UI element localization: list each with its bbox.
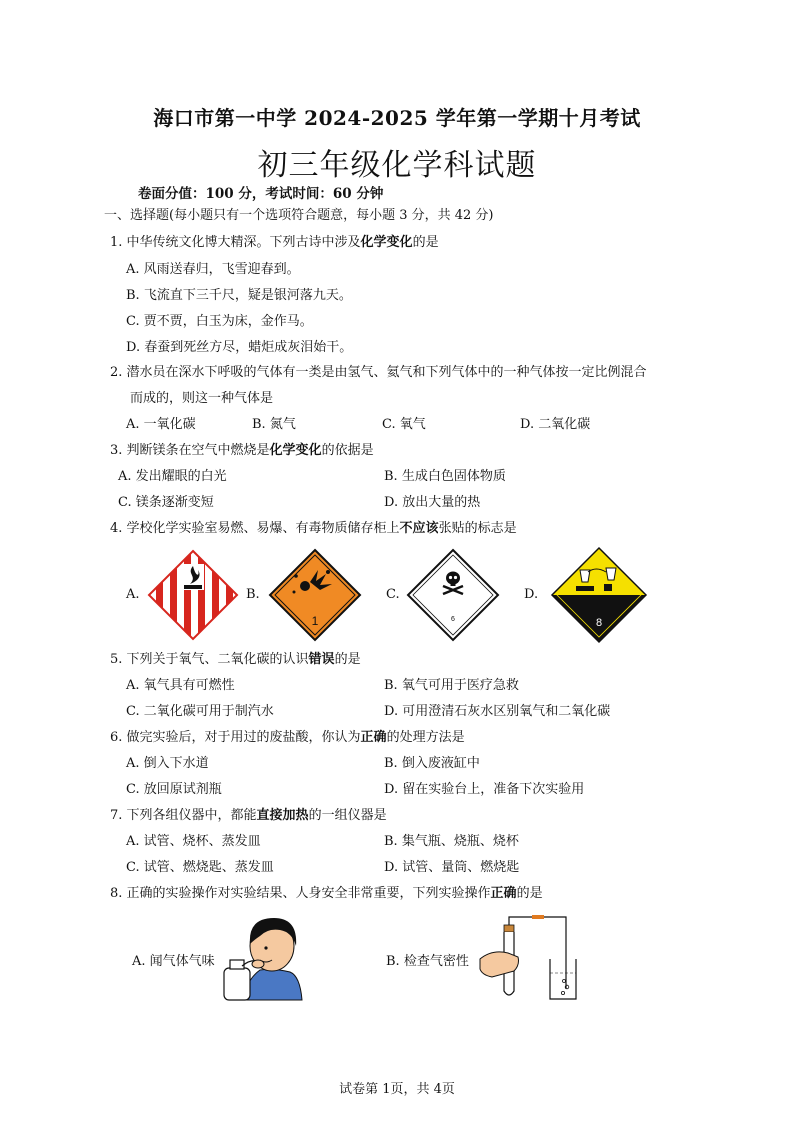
q4-option-a-label[interactable]: A. — [126, 587, 140, 602]
q2-option-a[interactable]: A. 一氧化碳 — [126, 417, 196, 432]
q8-option-a-label[interactable]: A. 闻气体气味 — [132, 954, 215, 969]
q5-option-b[interactable]: B. 氧气可用于医疗急救 — [384, 678, 519, 693]
q5-option-c[interactable]: C. 二氧化碳可用于制汽水 — [126, 704, 274, 719]
q2-option-b[interactable]: B. 氮气 — [252, 417, 296, 432]
q7-option-d[interactable]: D. 试管、量筒、燃烧匙 — [384, 860, 520, 875]
toxic-sign-number: 6 — [451, 616, 455, 623]
q3-option-d[interactable]: D. 放出大量的热 — [384, 495, 481, 510]
corrosive-sign-number: 8 — [595, 617, 603, 629]
question-5-stem: 5. 下列关于氧气、二氧化碳的认识错误的是 — [110, 652, 361, 667]
corrosive-sign — [550, 546, 648, 644]
q6-option-b[interactable]: B. 倒入废液缸中 — [384, 756, 480, 771]
explosive-sign — [268, 548, 362, 642]
page-footer: 试卷第 1页，共 4页 — [339, 1082, 455, 1097]
question-6-stem: 6. 做完实验后，对于用过的废盐酸，你认为正确的处理方法是 — [110, 730, 465, 745]
airtightness-check-illustration — [478, 915, 578, 1005]
toxic-sign — [406, 548, 500, 642]
q3-option-b[interactable]: B. 生成白色固体物质 — [384, 469, 506, 484]
smelling-gas-illustration — [220, 910, 312, 1002]
question-8-stem: 8. 正确的实验操作对实验结果、人身安全非常重要，下列实验操作正确的是 — [110, 886, 543, 901]
q5-option-a[interactable]: A. 氧气具有可燃性 — [126, 678, 235, 693]
exam-header-title: 海口市第一中学 2024-2025 学年第一学期十月考试 — [153, 106, 641, 130]
explosive-sign-number: 1 — [311, 614, 319, 628]
q1-option-d[interactable]: D. 春蚕到死丝方尽，蜡炬成灰泪始干。 — [126, 340, 353, 355]
q7-option-c[interactable]: C. 试管、燃烧匙、蒸发皿 — [126, 860, 274, 875]
q2-option-c[interactable]: C. 氧气 — [382, 417, 426, 432]
subject-title: 初三年级化学科试题 — [257, 148, 537, 183]
q1-option-a[interactable]: A. 风雨送春归，飞雪迎春到。 — [126, 262, 300, 277]
section-heading: 一、选择题(每小题只有一个选项符合题意，每小题 3 分，共 42 分) — [104, 208, 494, 223]
q1-option-c[interactable]: C. 贾不贾，白玉为床，金作马。 — [126, 314, 313, 329]
q3-option-c[interactable]: C. 镁条逐渐变短 — [118, 495, 214, 510]
q4-option-c-label[interactable]: C. — [386, 587, 400, 602]
q5-option-d[interactable]: D. 可用澄清石灰水区别氧气和二氧化碳 — [384, 704, 611, 719]
question-4-stem: 4. 学校化学实验室易燃、易爆、有毒物质储存柜上不应该张贴的标志是 — [110, 521, 517, 536]
q6-option-d[interactable]: D. 留在实验台上，准备下次实验用 — [384, 782, 585, 797]
question-1-stem: 1. 中华传统文化博大精深。下列古诗中涉及化学变化的是 — [110, 235, 439, 250]
question-7-stem: 7. 下列各组仪器中，都能直接加热的一组仪器是 — [110, 808, 387, 823]
q7-option-a[interactable]: A. 试管、烧杯、蒸发皿 — [126, 834, 261, 849]
q6-option-a[interactable]: A. 倒入下水道 — [126, 756, 209, 771]
q1-option-b[interactable]: B. 飞流直下三千尺，疑是银河落九天。 — [126, 288, 352, 303]
flammable-solid-sign — [146, 548, 240, 642]
q7-option-b[interactable]: B. 集气瓶、烧瓶、烧杯 — [384, 834, 519, 849]
question-3-stem: 3. 判断镁条在空气中燃烧是化学变化的依据是 — [110, 443, 374, 458]
q8-option-b-label[interactable]: B. 检查气密性 — [386, 954, 469, 969]
q3-option-a[interactable]: A. 发出耀眼的白光 — [118, 469, 227, 484]
q6-option-c[interactable]: C. 放回原试剂瓶 — [126, 782, 222, 797]
question-2-stem-line1: 2. 潜水员在深水下呼吸的气体有一类是由氢气、氦气和下列气体中的一种气体按一定比例混合 — [110, 365, 647, 380]
question-2-stem-line2: 而成的，则这一种气体是 — [130, 391, 274, 406]
q2-option-d[interactable]: D. 二氧化碳 — [520, 417, 591, 432]
q4-option-d-label[interactable]: D. — [524, 587, 539, 602]
score-time-info: 卷面分值：100 分，考试时间：60 分钟 — [138, 186, 384, 202]
q4-option-b-label[interactable]: B. — [246, 587, 260, 602]
